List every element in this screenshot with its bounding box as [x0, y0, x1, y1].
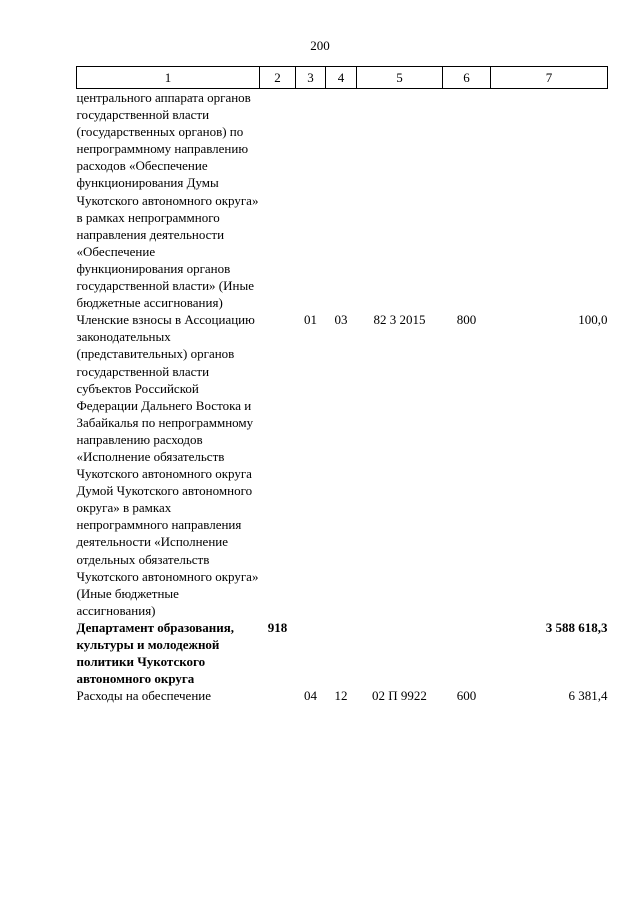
row-section-code: 04	[304, 688, 317, 704]
row-target-article: 02 П 9922	[372, 688, 427, 704]
row-description: Расходы на обеспечение	[76, 688, 212, 704]
row-ministry-code	[260, 311, 296, 619]
row-expense-type	[443, 619, 491, 687]
row-description: Департамент образования, культуры и молодежной политики Чукотского автономного округа	[76, 619, 235, 687]
row-amount: 3 588 618,3	[545, 619, 608, 635]
table-row	[77, 89, 608, 312]
column-header-7: 7	[491, 67, 608, 89]
row-expense-type: 800	[456, 312, 477, 328]
column-header-4: 4	[326, 67, 357, 89]
row-subsection-code: 12	[334, 688, 348, 704]
row-ministry-code: 918	[267, 619, 288, 635]
row-section-code: 01	[304, 312, 317, 328]
column-header-2: 2	[260, 67, 296, 89]
table-row	[77, 687, 608, 704]
column-header-1: 1	[77, 67, 260, 89]
row-amount	[491, 89, 608, 312]
row-description: центрального аппарата органов государственной власти (государственных органов) по непрограммному направлению расходов «Обеспечение функционирования Думы Чукотского автономного округа» в рамках непрограммного направления деятельности «Обеспечение функционирования органов государственной власти» (Иные бюджетные ассигнования)	[76, 90, 259, 311]
table-row	[77, 619, 608, 687]
row-amount: 100,0	[578, 312, 608, 328]
row-amount: 6 381,4	[568, 688, 608, 704]
row-section-code	[296, 89, 326, 312]
page-number: 200	[310, 38, 330, 53]
row-expense-type: 600	[456, 688, 477, 704]
row-description: Членские взносы в Ассоциацию законодательных (представительных) органов государственной власти субъектов Российской Федерации Дальнего Востока и Забайкалья по непрограммному направлению расходов «Исполнение обязательств Чукотского автономного округа Думой Чукотского автономного округа» в рамках непрограммного направления деятельности «Исполнение отдельных обязательств Чукотского автономного округа» (Иные бюджетные ассигнования)	[76, 312, 259, 618]
row-section-code	[296, 619, 326, 687]
column-header-6: 6	[443, 67, 491, 89]
row-subsection-code	[326, 89, 357, 312]
column-header-3: 3	[296, 67, 326, 89]
row-target-article: 82 3 2015	[373, 312, 426, 328]
row-subsection-code: 03	[334, 312, 348, 328]
row-target-article	[357, 89, 443, 312]
header-row	[77, 67, 608, 89]
row-ministry-code	[260, 89, 296, 312]
budget-table	[76, 66, 608, 704]
row-target-article	[357, 619, 443, 687]
row-ministry-code	[260, 687, 296, 704]
table-row	[77, 311, 608, 619]
column-header-5: 5	[357, 67, 443, 89]
row-subsection-code	[326, 619, 357, 687]
row-expense-type	[443, 89, 491, 312]
